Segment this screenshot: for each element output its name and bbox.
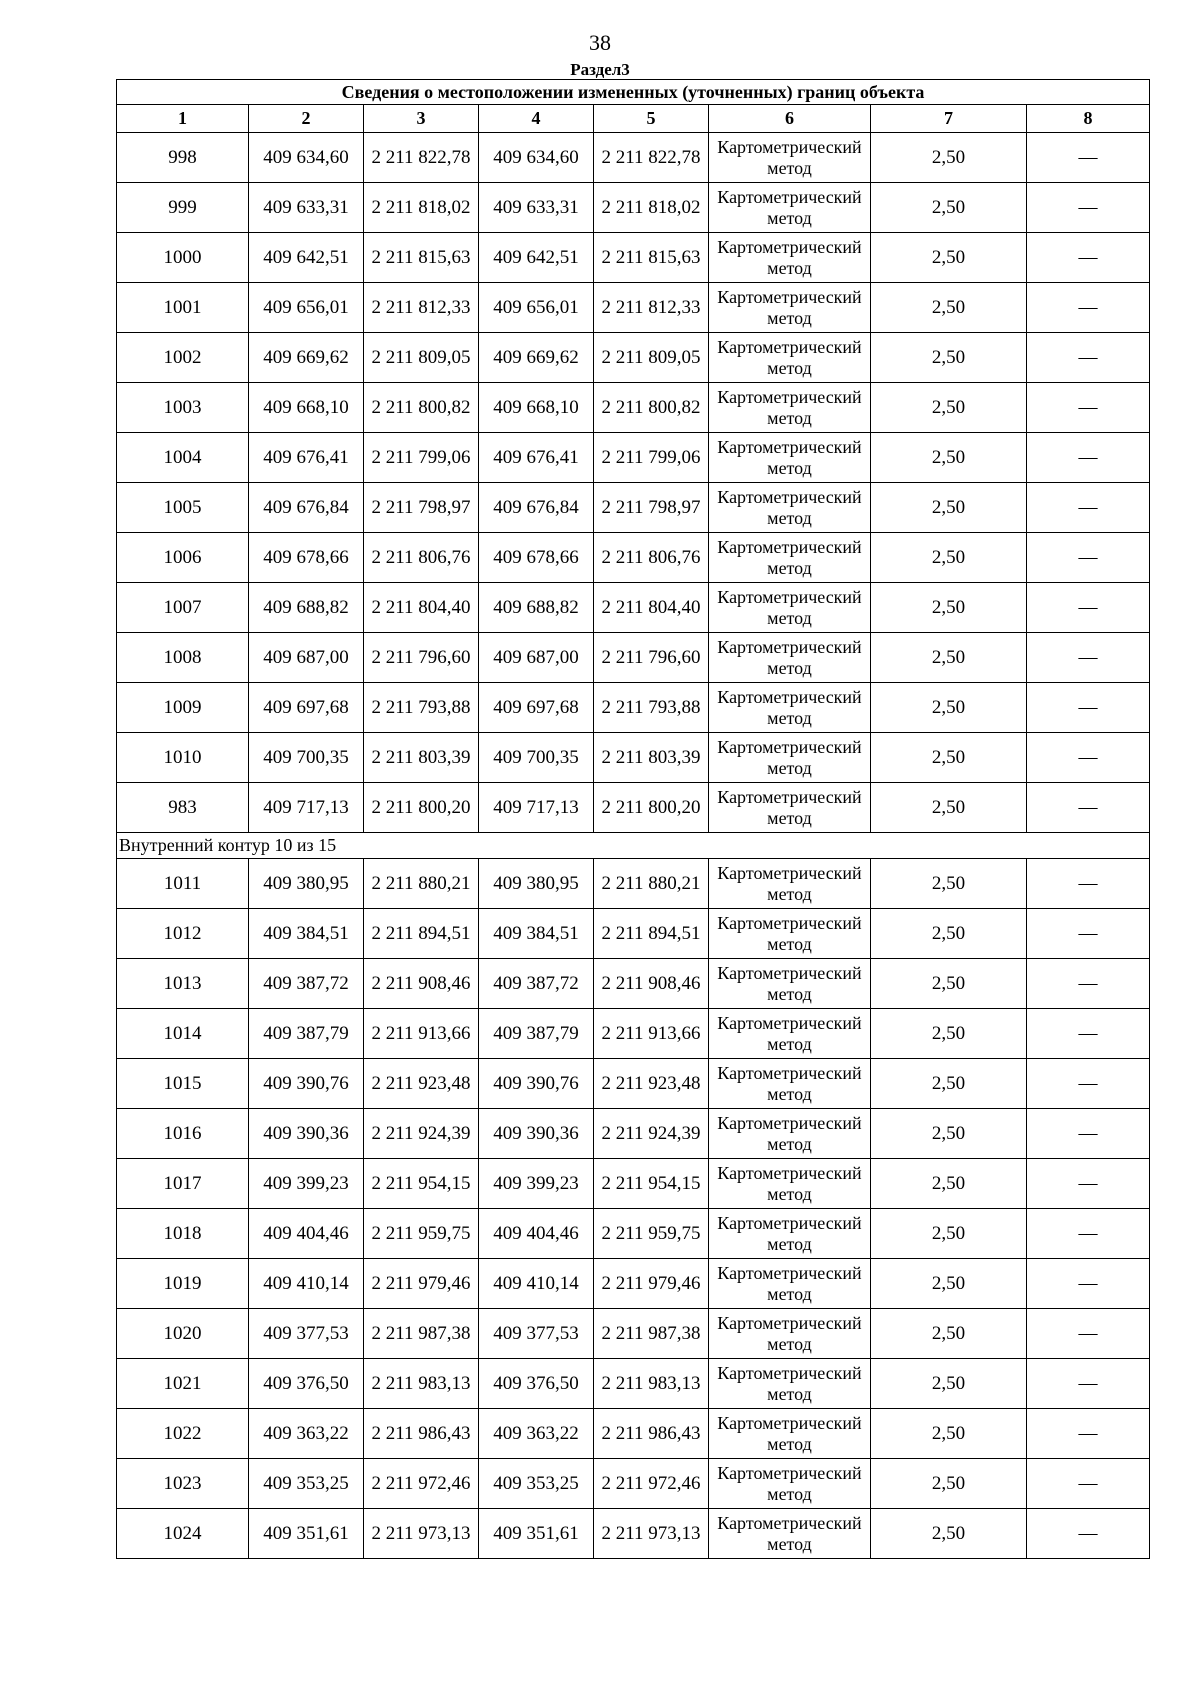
- cell-col-1: 998: [117, 133, 249, 183]
- dash-cell: —: [1027, 233, 1150, 283]
- cell-col-5: 2 211 798,97: [594, 483, 709, 533]
- cell-col-1: 983: [117, 783, 249, 833]
- cell-col-4: 409 678,66: [479, 533, 594, 583]
- cell-col-1: 1005: [117, 483, 249, 533]
- precision-cell: 2,50: [871, 1109, 1027, 1159]
- cell-col-5: 2 211 803,39: [594, 733, 709, 783]
- precision-cell: 2,50: [871, 633, 1027, 683]
- method-cell: Картометрический метод: [709, 783, 871, 833]
- method-cell: Картометрический метод: [709, 1259, 871, 1309]
- table-row: [117, 1009, 1150, 1059]
- cell-col-5: 2 211 894,51: [594, 909, 709, 959]
- cell-col-3: 2 211 800,82: [364, 383, 479, 433]
- precision-cell: 2,50: [871, 183, 1027, 233]
- table-row: [117, 683, 1150, 733]
- cell-col-3: 2 211 818,02: [364, 183, 479, 233]
- dash-cell: —: [1027, 1459, 1150, 1509]
- cell-col-4: 409 353,25: [479, 1459, 594, 1509]
- cell-col-5: 2 211 913,66: [594, 1009, 709, 1059]
- method-cell: Картометрический метод: [709, 433, 871, 483]
- table-row: [117, 633, 1150, 683]
- cell-col-2: 409 700,35: [249, 733, 364, 783]
- precision-cell: 2,50: [871, 683, 1027, 733]
- cell-col-1: 1002: [117, 333, 249, 383]
- method-cell: Картометрический метод: [709, 1359, 871, 1409]
- column-header-7: 7: [871, 105, 1027, 133]
- table-row: [117, 183, 1150, 233]
- cell-col-5: 2 211 986,43: [594, 1409, 709, 1459]
- cell-col-5: 2 211 987,38: [594, 1309, 709, 1359]
- cell-col-4: 409 697,68: [479, 683, 594, 733]
- precision-cell: 2,50: [871, 783, 1027, 833]
- cell-col-5: 2 211 793,88: [594, 683, 709, 733]
- method-cell: Картометрический метод: [709, 183, 871, 233]
- dash-cell: —: [1027, 1159, 1150, 1209]
- precision-cell: 2,50: [871, 1159, 1027, 1209]
- cell-col-3: 2 211 880,21: [364, 859, 479, 909]
- cell-col-1: 1013: [117, 959, 249, 1009]
- cell-col-1: 1022: [117, 1409, 249, 1459]
- table-row: [117, 1259, 1150, 1309]
- cell-col-2: 409 387,79: [249, 1009, 364, 1059]
- precision-cell: 2,50: [871, 433, 1027, 483]
- cell-col-2: 409 633,31: [249, 183, 364, 233]
- cell-col-1: 1020: [117, 1309, 249, 1359]
- cell-col-2: 409 384,51: [249, 909, 364, 959]
- method-cell: Картометрический метод: [709, 533, 871, 583]
- method-cell: Картометрический метод: [709, 633, 871, 683]
- dash-cell: —: [1027, 959, 1150, 1009]
- cell-col-5: 2 211 804,40: [594, 583, 709, 633]
- method-cell: Картометрический метод: [709, 959, 871, 1009]
- cell-col-2: 409 363,22: [249, 1409, 364, 1459]
- cell-col-3: 2 211 959,75: [364, 1209, 479, 1259]
- dash-cell: —: [1027, 283, 1150, 333]
- table-row: [117, 1309, 1150, 1359]
- cell-col-3: 2 211 804,40: [364, 583, 479, 633]
- cell-col-2: 409 634,60: [249, 133, 364, 183]
- method-cell: Картометрический метод: [709, 1009, 871, 1059]
- table-row: [117, 733, 1150, 783]
- cell-col-4: 409 390,36: [479, 1109, 594, 1159]
- table-row: [117, 859, 1150, 909]
- cell-col-1: 1010: [117, 733, 249, 783]
- method-cell: Картометрический метод: [709, 733, 871, 783]
- cell-col-1: 1021: [117, 1359, 249, 1409]
- cell-col-1: 1023: [117, 1459, 249, 1509]
- precision-cell: 2,50: [871, 1509, 1027, 1559]
- table-row: [117, 583, 1150, 633]
- cell-col-1: 1015: [117, 1059, 249, 1109]
- table-row: [117, 1409, 1150, 1459]
- column-header-8: 8: [1027, 105, 1150, 133]
- cell-col-2: 409 717,13: [249, 783, 364, 833]
- cell-col-2: 409 377,53: [249, 1309, 364, 1359]
- cell-col-3: 2 211 796,60: [364, 633, 479, 683]
- table-row: [117, 1509, 1150, 1559]
- cell-col-3: 2 211 803,39: [364, 733, 479, 783]
- method-cell: Картометрический метод: [709, 383, 871, 433]
- cell-col-4: 409 656,01: [479, 283, 594, 333]
- cell-col-3: 2 211 812,33: [364, 283, 479, 333]
- method-cell: Картометрический метод: [709, 1109, 871, 1159]
- cell-col-4: 409 642,51: [479, 233, 594, 283]
- cell-col-1: 1012: [117, 909, 249, 959]
- table-row: [117, 959, 1150, 1009]
- method-cell: Картометрический метод: [709, 1159, 871, 1209]
- cell-col-2: 409 410,14: [249, 1259, 364, 1309]
- method-cell: Картометрический метод: [709, 683, 871, 733]
- cell-col-1: 1009: [117, 683, 249, 733]
- table-row: [117, 533, 1150, 583]
- method-cell: Картометрический метод: [709, 909, 871, 959]
- precision-cell: 2,50: [871, 1309, 1027, 1359]
- method-cell: Картометрический метод: [709, 333, 871, 383]
- contour-label: Внутренний контур 10 из 15: [117, 833, 1150, 859]
- method-cell: Картометрический метод: [709, 1309, 871, 1359]
- table-row: [117, 1459, 1150, 1509]
- cell-col-1: 1018: [117, 1209, 249, 1259]
- cell-col-5: 2 211 812,33: [594, 283, 709, 333]
- cell-col-4: 409 404,46: [479, 1209, 594, 1259]
- cell-col-2: 409 376,50: [249, 1359, 364, 1409]
- cell-col-4: 409 387,79: [479, 1009, 594, 1059]
- dash-cell: —: [1027, 333, 1150, 383]
- cell-col-4: 409 377,53: [479, 1309, 594, 1359]
- table-title: Сведения о местоположении измененных (уточненных) границ объекта: [117, 80, 1150, 105]
- precision-cell: 2,50: [871, 583, 1027, 633]
- cell-col-1: 1004: [117, 433, 249, 483]
- cell-col-5: 2 211 800,20: [594, 783, 709, 833]
- cell-col-3: 2 211 822,78: [364, 133, 479, 183]
- cell-col-2: 409 688,82: [249, 583, 364, 633]
- cell-col-3: 2 211 923,48: [364, 1059, 479, 1109]
- column-header-3: 3: [364, 105, 479, 133]
- table-row: [117, 383, 1150, 433]
- cell-col-3: 2 211 972,46: [364, 1459, 479, 1509]
- cell-col-3: 2 211 924,39: [364, 1109, 479, 1159]
- cell-col-1: 1003: [117, 383, 249, 433]
- cell-col-1: 1001: [117, 283, 249, 333]
- cell-col-1: 1011: [117, 859, 249, 909]
- dash-cell: —: [1027, 1209, 1150, 1259]
- cell-col-5: 2 211 924,39: [594, 1109, 709, 1159]
- cell-col-5: 2 211 815,63: [594, 233, 709, 283]
- cell-col-3: 2 211 798,97: [364, 483, 479, 533]
- cell-col-5: 2 211 799,06: [594, 433, 709, 483]
- table-row: [117, 283, 1150, 333]
- precision-cell: 2,50: [871, 383, 1027, 433]
- cell-col-1: 1014: [117, 1009, 249, 1059]
- cell-col-5: 2 211 800,82: [594, 383, 709, 433]
- precision-cell: 2,50: [871, 533, 1027, 583]
- table-row: [117, 483, 1150, 533]
- method-cell: Картометрический метод: [709, 1509, 871, 1559]
- column-header-5: 5: [594, 105, 709, 133]
- cell-col-3: 2 211 815,63: [364, 233, 479, 283]
- precision-cell: 2,50: [871, 1209, 1027, 1259]
- column-header-6: 6: [709, 105, 871, 133]
- cell-col-2: 409 668,10: [249, 383, 364, 433]
- cell-col-3: 2 211 954,15: [364, 1159, 479, 1209]
- precision-cell: 2,50: [871, 1259, 1027, 1309]
- cell-col-2: 409 399,23: [249, 1159, 364, 1209]
- precision-cell: 2,50: [871, 133, 1027, 183]
- dash-cell: —: [1027, 1309, 1150, 1359]
- cell-col-5: 2 211 818,02: [594, 183, 709, 233]
- cell-col-5: 2 211 809,05: [594, 333, 709, 383]
- cell-col-2: 409 380,95: [249, 859, 364, 909]
- cell-col-2: 409 390,76: [249, 1059, 364, 1109]
- cell-col-1: 1000: [117, 233, 249, 283]
- cell-col-4: 409 700,35: [479, 733, 594, 783]
- cell-col-3: 2 211 987,38: [364, 1309, 479, 1359]
- cell-col-2: 409 387,72: [249, 959, 364, 1009]
- cell-col-4: 409 376,50: [479, 1359, 594, 1409]
- cell-col-2: 409 669,62: [249, 333, 364, 383]
- cell-col-5: 2 211 954,15: [594, 1159, 709, 1209]
- column-header-4: 4: [479, 105, 594, 133]
- cell-col-2: 409 656,01: [249, 283, 364, 333]
- cell-col-5: 2 211 908,46: [594, 959, 709, 1009]
- cell-col-1: 1019: [117, 1259, 249, 1309]
- precision-cell: 2,50: [871, 233, 1027, 283]
- cell-col-5: 2 211 983,13: [594, 1359, 709, 1409]
- cell-col-3: 2 211 979,46: [364, 1259, 479, 1309]
- cell-col-2: 409 687,00: [249, 633, 364, 683]
- dash-cell: —: [1027, 183, 1150, 233]
- cell-col-4: 409 687,00: [479, 633, 594, 683]
- cell-col-3: 2 211 973,13: [364, 1509, 479, 1559]
- cell-col-3: 2 211 986,43: [364, 1409, 479, 1459]
- table-row: [117, 783, 1150, 833]
- method-cell: Картометрический метод: [709, 1409, 871, 1459]
- cell-col-4: 409 410,14: [479, 1259, 594, 1309]
- precision-cell: 2,50: [871, 959, 1027, 1009]
- dash-cell: —: [1027, 633, 1150, 683]
- cell-col-4: 409 717,13: [479, 783, 594, 833]
- cell-col-5: 2 211 923,48: [594, 1059, 709, 1109]
- cell-col-1: 1007: [117, 583, 249, 633]
- dash-cell: —: [1027, 909, 1150, 959]
- cell-col-5: 2 211 822,78: [594, 133, 709, 183]
- cell-col-5: 2 211 959,75: [594, 1209, 709, 1259]
- cell-col-4: 409 387,72: [479, 959, 594, 1009]
- page-number: 38: [589, 30, 611, 55]
- table-row: [117, 1109, 1150, 1159]
- method-cell: Картометрический метод: [709, 283, 871, 333]
- cell-col-4: 409 380,95: [479, 859, 594, 909]
- method-cell: Картометрический метод: [709, 1209, 871, 1259]
- dash-cell: —: [1027, 1109, 1150, 1159]
- method-cell: Картометрический метод: [709, 859, 871, 909]
- dash-cell: —: [1027, 483, 1150, 533]
- cell-col-2: 409 404,46: [249, 1209, 364, 1259]
- dash-cell: —: [1027, 1259, 1150, 1309]
- cell-col-4: 409 688,82: [479, 583, 594, 633]
- cell-col-3: 2 211 799,06: [364, 433, 479, 483]
- precision-cell: 2,50: [871, 1409, 1027, 1459]
- dash-cell: —: [1027, 1509, 1150, 1559]
- dash-cell: —: [1027, 733, 1150, 783]
- cell-col-3: 2 211 908,46: [364, 959, 479, 1009]
- cell-col-3: 2 211 793,88: [364, 683, 479, 733]
- cell-col-3: 2 211 809,05: [364, 333, 479, 383]
- precision-cell: 2,50: [871, 283, 1027, 333]
- contour-row: [117, 833, 1150, 859]
- cell-col-5: 2 211 973,13: [594, 1509, 709, 1559]
- cell-col-4: 409 668,10: [479, 383, 594, 433]
- cell-col-4: 409 351,61: [479, 1509, 594, 1559]
- dash-cell: —: [1027, 1059, 1150, 1109]
- table-row: [117, 1059, 1150, 1109]
- boundary-table: [116, 79, 1150, 1559]
- method-cell: Картометрический метод: [709, 1459, 871, 1509]
- dash-cell: —: [1027, 1409, 1150, 1459]
- dash-cell: —: [1027, 133, 1150, 183]
- column-header-1: 1: [117, 105, 249, 133]
- dash-cell: —: [1027, 683, 1150, 733]
- cell-col-2: 409 390,36: [249, 1109, 364, 1159]
- cell-col-4: 409 399,23: [479, 1159, 594, 1209]
- cell-col-4: 409 669,62: [479, 333, 594, 383]
- dash-cell: —: [1027, 859, 1150, 909]
- cell-col-4: 409 633,31: [479, 183, 594, 233]
- cell-col-5: 2 211 880,21: [594, 859, 709, 909]
- column-header-2: 2: [249, 105, 364, 133]
- table-row: [117, 909, 1150, 959]
- table-row: [117, 333, 1150, 383]
- table-row: [117, 1359, 1150, 1409]
- cell-col-3: 2 211 800,20: [364, 783, 479, 833]
- precision-cell: 2,50: [871, 733, 1027, 783]
- table-row: [117, 1209, 1150, 1259]
- table-row: [117, 133, 1150, 183]
- cell-col-2: 409 678,66: [249, 533, 364, 583]
- cell-col-4: 409 676,84: [479, 483, 594, 533]
- method-cell: Картометрический метод: [709, 483, 871, 533]
- cell-col-3: 2 211 983,13: [364, 1359, 479, 1409]
- cell-col-2: 409 351,61: [249, 1509, 364, 1559]
- cell-col-1: 1008: [117, 633, 249, 683]
- cell-col-4: 409 363,22: [479, 1409, 594, 1459]
- precision-cell: 2,50: [871, 1009, 1027, 1059]
- dash-cell: —: [1027, 383, 1150, 433]
- cell-col-1: 1016: [117, 1109, 249, 1159]
- dash-cell: —: [1027, 433, 1150, 483]
- cell-col-5: 2 211 806,76: [594, 533, 709, 583]
- cell-col-2: 409 353,25: [249, 1459, 364, 1509]
- dash-cell: —: [1027, 583, 1150, 633]
- dash-cell: —: [1027, 1009, 1150, 1059]
- cell-col-3: 2 211 894,51: [364, 909, 479, 959]
- section-label: Раздел3: [570, 60, 630, 79]
- precision-cell: 2,50: [871, 333, 1027, 383]
- cell-col-4: 409 384,51: [479, 909, 594, 959]
- cell-col-5: 2 211 972,46: [594, 1459, 709, 1509]
- cell-col-4: 409 634,60: [479, 133, 594, 183]
- cell-col-5: 2 211 796,60: [594, 633, 709, 683]
- table-row: [117, 1159, 1150, 1209]
- dash-cell: —: [1027, 783, 1150, 833]
- method-cell: Картометрический метод: [709, 133, 871, 183]
- precision-cell: 2,50: [871, 1059, 1027, 1109]
- cell-col-1: 1017: [117, 1159, 249, 1209]
- dash-cell: —: [1027, 533, 1150, 583]
- table-row: [117, 233, 1150, 283]
- cell-col-2: 409 642,51: [249, 233, 364, 283]
- cell-col-4: 409 390,76: [479, 1059, 594, 1109]
- precision-cell: 2,50: [871, 483, 1027, 533]
- method-cell: Картометрический метод: [709, 583, 871, 633]
- cell-col-4: 409 676,41: [479, 433, 594, 483]
- table-row: [117, 433, 1150, 483]
- cell-col-3: 2 211 806,76: [364, 533, 479, 583]
- cell-col-1: 1024: [117, 1509, 249, 1559]
- cell-col-2: 409 697,68: [249, 683, 364, 733]
- cell-col-2: 409 676,84: [249, 483, 364, 533]
- dash-cell: —: [1027, 1359, 1150, 1409]
- method-cell: Картометрический метод: [709, 233, 871, 283]
- cell-col-1: 999: [117, 183, 249, 233]
- cell-col-2: 409 676,41: [249, 433, 364, 483]
- cell-col-3: 2 211 913,66: [364, 1009, 479, 1059]
- precision-cell: 2,50: [871, 859, 1027, 909]
- precision-cell: 2,50: [871, 1359, 1027, 1409]
- cell-col-5: 2 211 979,46: [594, 1259, 709, 1309]
- precision-cell: 2,50: [871, 1459, 1027, 1509]
- cell-col-1: 1006: [117, 533, 249, 583]
- method-cell: Картометрический метод: [709, 1059, 871, 1109]
- precision-cell: 2,50: [871, 909, 1027, 959]
